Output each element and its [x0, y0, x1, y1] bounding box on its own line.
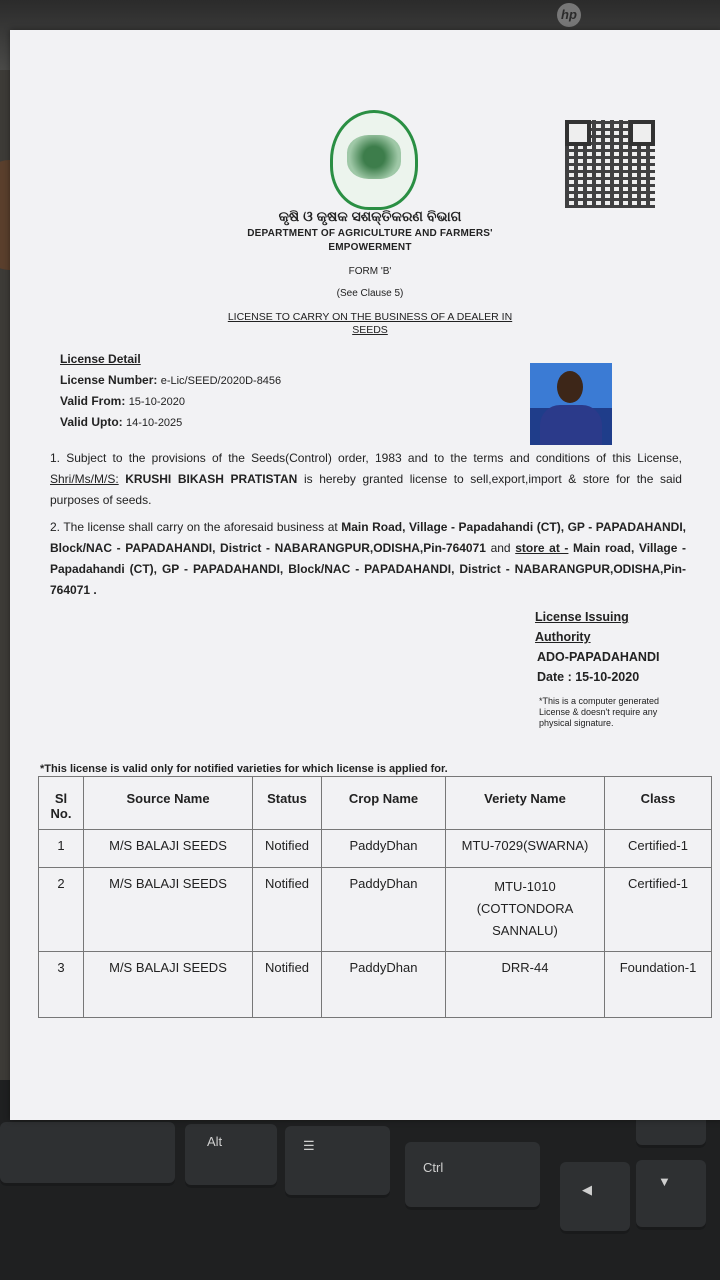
clause-2: [50, 517, 686, 601]
license-number-label: License Number:: [60, 373, 158, 387]
table-header-row: [39, 777, 712, 830]
valid-from-label: Valid From:: [60, 394, 126, 408]
photo-body: [540, 405, 602, 445]
license-detail-heading: License Detail: [60, 352, 141, 366]
license-title-line2: SEEDS: [352, 324, 388, 336]
cell-source-name: M/S BALAJI SEEDS: [84, 868, 253, 952]
key-alt-label: Alt: [207, 1134, 223, 1149]
cell-source-name: M/S BALAJI SEEDS: [84, 952, 253, 1018]
cell-variety-name: MTU-7029(SWARNA): [446, 830, 605, 868]
valid-upto-value: 14-10-2025: [126, 417, 183, 429]
cell-crop-name: PaddyDhan: [322, 830, 446, 868]
key-arrow-down-label: ▼: [658, 1174, 671, 1189]
business-address: Main Road, Village - Papadahandi (CT), GP - PAPADAHANDI, Block/NAC - PAPADAHANDI, District - NABARANGPUR,ODISHA,Pin-764071: [50, 520, 686, 555]
key-blank-left: [0, 1122, 175, 1186]
photo-face: [557, 371, 583, 403]
clause-1-shri: Shri/Ms/M/S:: [50, 472, 119, 486]
emblem-center: [347, 135, 401, 179]
licensee-name: KRUSHI BIKASH PRATISTAN: [125, 472, 298, 486]
cell-class: Foundation-1: [605, 952, 712, 1018]
license-document: [10, 30, 720, 1120]
key-ctrl-label: Ctrl: [423, 1160, 444, 1175]
odisha-emblem: [330, 110, 418, 210]
cell-source-name: M/S BALAJI SEEDS: [84, 830, 253, 868]
cell-variety-name: DRR-44: [446, 952, 605, 1018]
header-crop-name: Crop Name: [322, 777, 446, 830]
cell-sl-no: 1: [39, 830, 84, 868]
form-label: FORM 'B': [348, 266, 392, 277]
store-address: Main road, Village - Papadahandi (CT), GP - PAPADAHANDI, Block/NAC - PAPADAHANDI, District - NABARANGPUR,ODISHA,Pin-764071 .: [50, 541, 686, 597]
license-number-value: e-Lic/SEED/2020D-8456: [160, 375, 282, 387]
issuing-authority-line1: License Issuing: [535, 610, 629, 624]
table-row: [39, 952, 712, 1018]
key-ctrl: [405, 1142, 540, 1210]
header-status: Status: [253, 777, 322, 830]
license-title-line1: LICENSE TO CARRY ON THE BUSINESS OF A DEALER IN: [227, 311, 513, 323]
cell-status: Notified: [253, 868, 322, 952]
valid-upto-label: Valid Upto:: [60, 415, 123, 429]
license-number-row: [60, 373, 281, 387]
key-arrow-left: [560, 1162, 630, 1234]
licensee-photo: [530, 363, 612, 445]
cell-variety-name: MTU-1010 (COTTONDORA SANNALU): [446, 868, 605, 952]
cell-class: Certified-1: [605, 868, 712, 952]
clause-1: [50, 448, 682, 511]
department-line1: DEPARTMENT OF AGRICULTURE AND FARMERS': [247, 228, 493, 239]
cell-sl-no: 3: [39, 952, 84, 1018]
key-arrow-left-label: ◀: [582, 1182, 592, 1197]
issue-date: Date : 15-10-2020: [537, 670, 640, 684]
valid-upto-row: [60, 415, 182, 429]
clause-label: (See Clause 5): [336, 288, 404, 299]
header-class: Class: [605, 777, 712, 830]
varieties-table: [38, 776, 712, 1018]
department-line2: EMPOWERMENT: [328, 242, 412, 253]
clause-1-prefix: 1. Subject to the provisions of the Seeds(Control) order, 1983 and to the terms and conditions of this License,: [50, 451, 682, 465]
qr-code: [565, 120, 655, 208]
header-variety-name: Veriety Name: [446, 777, 605, 830]
issuing-authority-line2: Authority: [535, 630, 591, 644]
header-sl-no: Sl No.: [39, 777, 84, 830]
store-at-label: store at -: [515, 541, 569, 555]
hp-logo: hp: [557, 3, 581, 27]
key-arrow-down: [636, 1160, 706, 1230]
valid-from-row: [60, 394, 185, 408]
clause-2-and: and: [490, 541, 511, 555]
signature-note: *This is a computer generated License & doesn't require any physical signature.: [539, 696, 660, 728]
validity-note: *This license is valid only for notified varieties for which license is applied for.: [40, 763, 448, 775]
cell-crop-name: PaddyDhan: [322, 952, 446, 1018]
cell-crop-name: PaddyDhan: [322, 868, 446, 952]
cell-status: Notified: [253, 830, 322, 868]
table-row: [39, 868, 712, 952]
key-menu: [285, 1126, 390, 1198]
table-row: [39, 830, 712, 868]
cell-class: Certified-1: [605, 830, 712, 868]
header-source-name: Source Name: [84, 777, 253, 830]
clause-1-suffix: is hereby granted license to sell,export,import & store for the said purposes of seeds.: [50, 472, 682, 507]
cell-sl-no: 2: [39, 868, 84, 952]
odia-department-title: କୃଷି ଓ କୃଷକ ସଶକ୍ତିକରଣ ବିଭାଗ: [278, 208, 462, 224]
cell-status: Notified: [253, 952, 322, 1018]
clause-2-prefix: 2. The license shall carry on the aforesaid business at: [50, 520, 338, 534]
issuing-office: ADO-PAPADAHANDI: [537, 650, 660, 664]
key-menu-label: ☰: [303, 1138, 315, 1153]
valid-from-value: 15-10-2020: [128, 396, 185, 408]
key-alt: [185, 1124, 277, 1188]
